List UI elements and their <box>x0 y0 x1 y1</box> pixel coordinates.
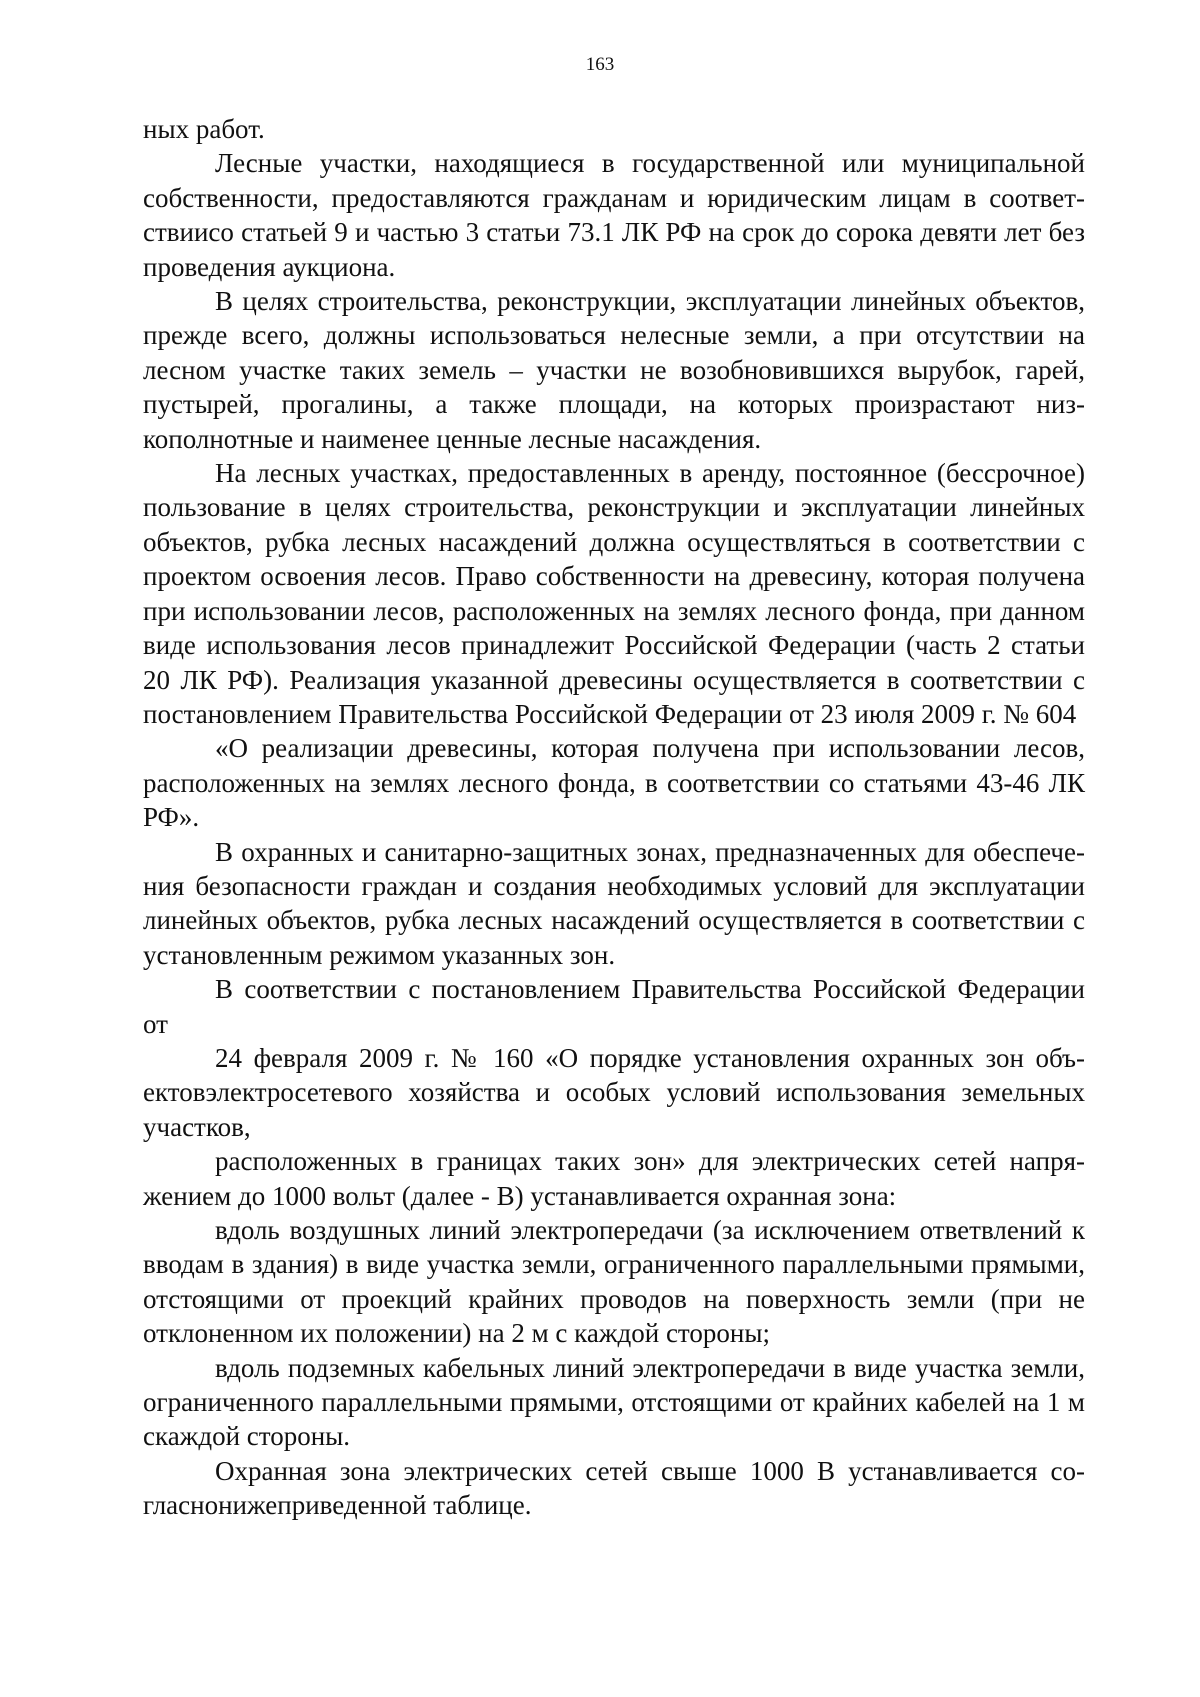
paragraph-cable-lines: вдоль подземных кабельных линий электропередачи в виде участка земли, ограниченного параллельными прямыми, отстоящими от крайних кабелей на 1 м скаждой стороны. <box>143 1352 1085 1452</box>
page-number: 163 <box>585 54 615 75</box>
paragraph-government-decree: В соответствии с постановлением Правительства Российской Федерации от <box>143 974 1085 1039</box>
paragraph-voltage-zone: расположенных в границах таких зон» для электрических сетей напряжением до 1000 вольт (далее - В) устанавливается охранная зона: <box>143 1146 1085 1211</box>
paragraph-wood-sale-decree: «О реализации древесины, которая получена при использовании лесов, расположенных на землях лесного фонда, в соответствии со статьями 43-46 ЛК РФ». <box>143 733 1085 833</box>
paragraph-protected-zones: В охранных и санитарно-защитных зонах, предназначенных для обеспечения безопасности граждан и создания необходимых условий для эксплуатации линейных объектов, рубка лесных насаждений осуществляется в соответствии с установленным режимом указанных зон. <box>143 836 1085 970</box>
paragraph-linear-objects: В целях строительства, реконструкции, эксплуатации линейных объектов, прежде всего, должны использоваться нелесные земли, а при отсутствии на лесном участке таких земель – участки не возобновившихся вырубок, гарей, пустырей, прогалины, а также площади, на которых произрастают низкополнотные и наименее ценные лесные насаждения. <box>143 286 1085 454</box>
paragraph-forest-plots: Лесные участки, находящиеся в государственной или муниципальной собственности, предоставляются гражданам и юридическим лицам в соответствиисо статьей 9 и частью 3 статьи 73.1 ЛК РФ на срок до сорока девяти лет без проведения аукциона. <box>143 148 1085 282</box>
paragraph-lease-plots: На лесных участках, предоставленных в аренду, постоянное (бессрочное) пользование в целях строительства, реконструкции и эксплуатации линейных объектов, рубка лесных насаждений должна осуществляться в соответствии с проектом освоения лесов. Право собственности на древесину, которая получена при использовании лесов, расположенных на землях лесного фонда, при данном виде использования лесов принадлежит Российской Федерации (часть 2 статьи 20 ЛК РФ). Реализация указанной древесины осуществляется в соответствии с постановлением Правительства Российской Федерации от 23 июля 2009 г. № 604 <box>143 458 1085 729</box>
paragraph-continuation: ных работ. <box>143 114 265 144</box>
paragraph-decree-160: 24 февраля 2009 г. № 160 «О порядке установления охранных зон объектовэлектросетевого хозяйства и особых условий использования земельных участков, <box>143 1042 1085 1142</box>
document-body <box>143 112 1085 1523</box>
paragraph-high-voltage-zone: Охранная зона электрических сетей свыше 1000 В устанавливается согласнонижеприведенной таблице. <box>143 1455 1085 1521</box>
paragraph-overhead-lines: вдоль воздушных линий электропередачи (за исключением ответвлений к вводам в здания) в виде участка земли, ограниченного параллельными прямыми, отстоящими от проекций крайних проводов на поверхность земли (при не отклоненном их положении) на 2 м с каждой стороны; <box>143 1215 1085 1349</box>
